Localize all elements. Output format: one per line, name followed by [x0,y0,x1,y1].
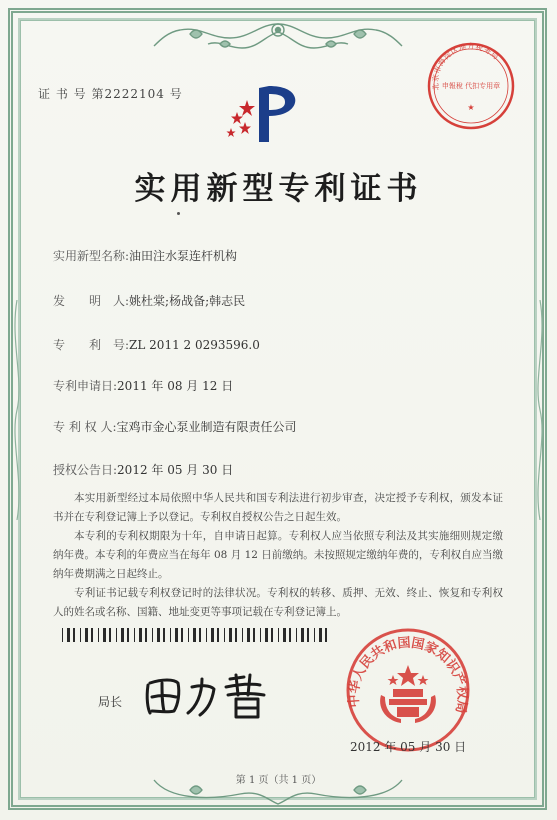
barcode-bar [253,628,255,642]
field-label: 专利申请日: [53,379,118,393]
certificate-body [53,489,503,622]
barcode-bar [157,628,160,642]
director-signature [140,665,280,723]
utility-model-name-field [53,247,237,264]
barcode-bar [67,628,70,642]
barcode-bar [289,628,291,642]
body-paragraph: 本专利的专利权期限为十年，自申请日起算。专利权人应当依照专利法及其实施细则规定缴纳年费。本专利的年费应当在每年 08 月 12 日前缴纳。未按照规定缴纳年费的，专利权自应当缴纳年费期满之日起终止。 [53,530,503,580]
barcode-bar [80,628,81,642]
barcode-bar [314,628,315,642]
field-value: ZL 2011 2 0293596.0 [129,338,260,352]
barcode-bar [91,628,93,642]
body-paragraph: 专利证书记载专利权登记时的法律状况。专利权的转移、质押、无效、终止、恢复和专利权人的姓名或名称、国籍、地址变更等事项记载在专利登记簿上。 [53,587,503,618]
right-ornament [533,300,547,520]
patentee-field [53,418,297,435]
barcode-bar [134,628,135,642]
field-label: 专 利 号: [53,338,130,352]
barcode-bar [62,628,63,642]
barcode-bar [235,628,237,642]
national-ip-office-seal [343,625,473,755]
barcode-bar [199,628,201,642]
top-ornament [150,18,406,66]
barcode-bar [260,628,261,642]
barcode-bar [242,628,243,642]
barcode-bar [109,628,111,642]
field-value: 油田注水泵连杆机构 [129,249,238,263]
field-label: 发 明 人: [53,294,130,308]
barcode-bar [145,628,147,642]
field-value: 宝鸡市金心泵业制造有限责任公司 [116,420,297,434]
decorative-dot [177,212,180,215]
field-label: 实用新型名称: [53,249,130,263]
barcode-bar [98,628,99,642]
barcode-bar [139,628,142,642]
barcode-bar [211,628,214,642]
barcode-bar [121,628,124,642]
barcode-bar [175,628,178,642]
barcode-bar [224,628,225,642]
page-number: 第 1 页（共 1 页） [235,775,322,786]
signature-date: 2012 年 05 月 30 日 [350,740,467,754]
certificate-title: 实用新型专利证书 [134,171,423,207]
barcode-bar [283,628,286,642]
barcode-bar [85,628,88,642]
field-value: 2012 年 05 月 30 日 [117,463,234,477]
barcode-bar [271,628,273,642]
body-paragraph: 本实用新型经过本局依照中华人民共和国专利法进行初步审查，决定授予专利权，颁发本证书并在专利登记簿上予以登记。专利权自授权公告之日起生效。 [53,492,503,523]
barcode-bar [247,628,250,642]
barcode-bar [265,628,268,642]
barcode-bar [325,628,327,642]
barcode-bar [116,628,117,642]
barcode-bar [103,628,106,642]
barcode-bar [193,628,196,642]
barcode-bar [127,628,129,642]
application-date-field [53,377,233,394]
grant-date-field [53,461,233,478]
tax-seal [425,40,517,132]
barcode [62,628,332,642]
barcode-bar [188,628,189,642]
barcode-bar [229,628,232,642]
patent-number-field [53,336,260,353]
barcode-bar [73,628,75,642]
patent-office-logo [223,82,303,148]
national-seal-text: 中华人民共和国国家知识产权局 [346,635,470,715]
barcode-bar [217,628,219,642]
inventor-field [53,292,245,309]
barcode-bar [170,628,171,642]
barcode-bar [163,628,165,642]
tax-seal-text: 北京市海淀区地方税务局 [430,41,501,91]
barcode-bar [181,628,183,642]
barcode-bar [152,628,153,642]
field-label: 授权公告日: [53,463,118,477]
svg-text:★: ★ [467,103,475,112]
field-value: 2011 年 08 月 12 日 [117,379,234,393]
barcode-bar [278,628,279,642]
field-label: 专 利 权 人: [53,420,117,434]
barcode-bar [307,628,309,642]
barcode-bar [319,628,322,642]
certificate-number: 证 书 号 第2222104 号 [38,87,183,101]
barcode-bar [301,628,304,642]
director-label: 局长 [98,695,123,709]
barcode-bar [296,628,297,642]
field-value: 姚杜棠;杨战备;韩志民 [129,294,246,308]
left-ornament [10,300,24,520]
tax-seal-inner: 申報稅 代扣专用章 [441,82,501,90]
barcode-bar [206,628,207,642]
